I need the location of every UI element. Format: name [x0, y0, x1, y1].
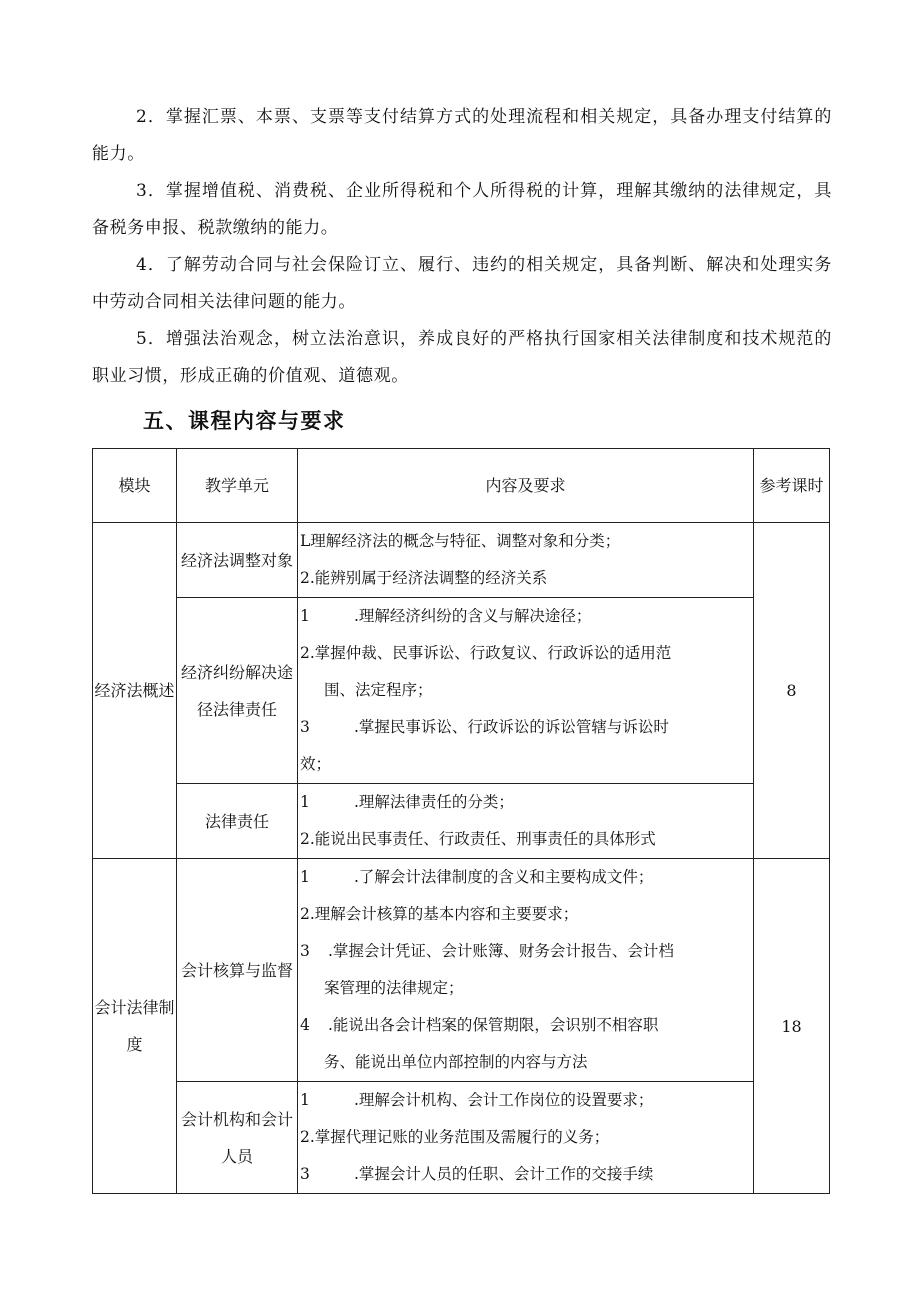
header-hours: 参考课时	[754, 449, 830, 523]
intro-item-3: 3．掌握增值税、消费税、企业所得税和个人所得税的计算，理解其缴纳的法律规定，具备税务申报、税款缴纳的能力。	[92, 181, 832, 238]
hours-cell: 8	[754, 523, 830, 859]
header-content: 内容及要求	[298, 449, 754, 523]
content-line: 3 .掌握民事诉讼、行政诉讼的诉讼管辖与诉讼时	[300, 718, 669, 736]
table-row	[93, 523, 830, 598]
header-unit: 教学单元	[177, 449, 298, 523]
content-line: 效；	[300, 755, 332, 773]
content-line: 2.掌握仲裁、民事诉讼、行政复议、行政诉讼的适用范	[300, 644, 672, 662]
content-line: 2.能辨别属于经济法调整的经济关系	[300, 569, 548, 587]
content-line: 4 .能说出各会计档案的保管期限，会识别不相容职	[300, 1016, 659, 1034]
content-line: 1 .理解法律责任的分类；	[300, 793, 514, 811]
unit-cell: 经济法调整对象	[177, 523, 298, 598]
content-line: 2.掌握代理记账的业务范围及需履行的义务；	[300, 1128, 610, 1146]
content-line: 3 .掌握会计凭证、会计账簿、财务会计报告、会计档	[300, 942, 674, 960]
module-cell: 会计法律制度	[93, 859, 177, 1194]
content-line: 务、能说出单位内部控制的内容与方法	[324, 1053, 588, 1071]
course-content-table	[92, 448, 830, 1194]
content-line: 3 .掌握会计人员的任职、会计工作的交接手续	[300, 1165, 654, 1183]
table-row	[93, 598, 830, 784]
content-cell	[298, 859, 754, 1082]
table-header-row	[93, 449, 830, 523]
content-cell	[298, 784, 754, 859]
content-cell	[298, 523, 754, 598]
header-module: 模块	[93, 449, 177, 523]
content-line: 1 .了解会计法律制度的含义和主要构成文件；	[300, 868, 654, 886]
content-line: 案管理的法律规定；	[324, 979, 464, 997]
content-line: 2.理解会计核算的基本内容和主要要求；	[300, 905, 579, 923]
content-line: 1 .理解会计机构、会计工作岗位的设置要求；	[300, 1091, 654, 1109]
unit-cell: 会计核算与监督	[177, 859, 298, 1082]
hours-cell: 18	[754, 859, 830, 1194]
content-cell	[298, 598, 754, 784]
content-line: 围、法定程序；	[324, 681, 433, 699]
intro-item-2: 2．掌握汇票、本票、支票等支付结算方式的处理流程和相关规定，具备办理支付结算的能力。	[92, 107, 832, 164]
intro-item-5: 5．增强法治观念，树立法治意识，养成良好的严格执行国家相关法律制度和技术规范的职业习惯，形成正确的价值观、道德观。	[92, 329, 832, 386]
unit-cell: 法律责任	[177, 784, 298, 859]
table-row	[93, 1082, 830, 1194]
section-title: 五、课程内容与要求	[143, 408, 346, 433]
table-row	[93, 784, 830, 859]
module-cell: 经济法概述	[93, 523, 177, 859]
intro-item-4: 4．了解劳动合同与社会保险订立、履行、违约的相关规定，具备判断、解决和处理实务中劳动合同相关法律问题的能力。	[92, 255, 832, 312]
content-line: L理解经济法的概念与特征、调整对象和分类；	[300, 532, 621, 550]
content-line: 1 .理解经济纠纷的含义与解决途径；	[300, 607, 592, 625]
unit-cell: 会计机构和会计人员	[177, 1082, 298, 1194]
content-line: 2.能说出民事责任、行政责任、刑事责任的具体形式	[300, 830, 656, 848]
content-cell	[298, 1082, 754, 1194]
unit-cell: 经济纠纷解决途径法律责任	[177, 598, 298, 784]
table-row	[93, 859, 830, 1082]
